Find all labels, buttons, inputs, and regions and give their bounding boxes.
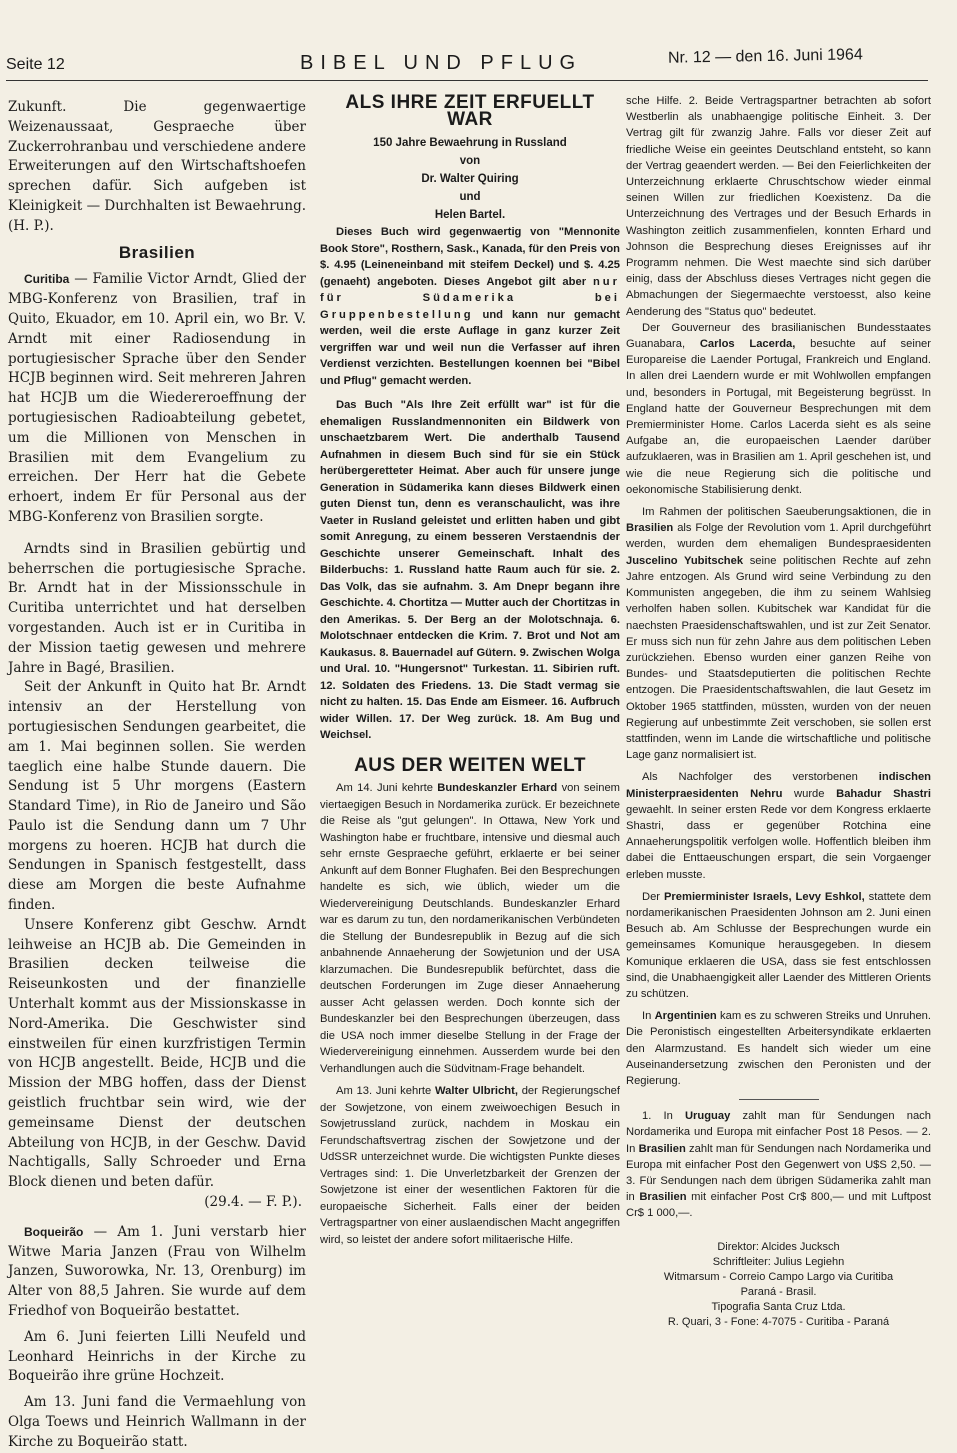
- book-author-1: Dr. Walter Quiring: [421, 173, 519, 185]
- column-3: [626, 93, 931, 1398]
- imprint: [626, 1240, 931, 1330]
- column-1: [8, 98, 306, 1450]
- dateline: (29.4. — F. P.).: [204, 1194, 302, 1211]
- place-curitiba: Curitiba: [24, 272, 70, 287]
- imprint-printer: Tipografia Santa Cruz Ltda.: [711, 1300, 846, 1313]
- shastri-paragraph: Als Nachfolger des verstorbenen indischen Ministerpraesidenten Nehru wurde Bahadur Shastri gewaehlt. In seiner ersten Rede vor dem Kongress erklaerte Shastri, dass er gegenüber Rotchina eine Annaeherungspolitik verfolgen wolle. Hoffentlich bleiben ihm dabei die Enttaeuschungen erspart, die sein Vorgaenger erleben musste.: [626, 771, 931, 881]
- section-heading-brasilien: Brasilien: [118, 242, 196, 262]
- erhard-paragraph: Am 14. Juni kehrte Bundeskanzler Erhard von seinem viertaegigen Besuch in Nordamerika zurück. Er bezeichnete die Reise als "gut gelungen". In Ottawa, New York und Washington habe er fruchtbare, intensive und diesmal auch sehr ernste Gespraeche geführt, erklaerte er bei seiner Ankunft auf dem Bonner Flughafen. Bei den Besprechungen handelte es sich, wie üblich, wieder um die Wiedervereinigung Deutschlands. Bundeskanzler Erhard war es darum zu tun, den nordamerikanischen Verbündeten die Stellung der Bundesrepublik in Bezug auf die sich anbahnende Annaeherung der Sowjetunion und der USA klarzumachen. Die Bundesrepublik befürchtet, dass die deutschen Forderungen im Zuge dieser Annaeherung ausser Acht gelassen werden. Doch konnte sich der Bundeskanzler bei den Besprechungen überzeugen, dass die USA noch immer dieselbe Stellung in der Frage der Wiedervereinigung einnehmen. Ausserdem wurde bei den Verhandlungen auch die Südvitnam-Frage behandelt.: [320, 782, 620, 1075]
- page-header: [0, 0, 957, 88]
- book-contents-paragraph: Das Buch "Als Ihre Zeit erfüllt war" ist für die ehemaligen Russlandmennoniten ein Bildwerk von unschaetzbarem Wert. Die anderthalb Tausend Aufnahmen in diesem Buch sind für sie ein Stück herübergeretteter Heimat. Aber auch für unsere junge Generation in Südamerika kann dieses Bildwerk einen guten Dienst tun, denn es veranschaulicht, was ihre Vaeter in Rusland geleistet und erlitten haben und gibt somit Anregung, zu einem besseren Verstaendnis der Geschichte unserer Gemeinschaft. Inhalt des Bilderbuchs: 1. Russland hatte Raum auch für sie. 2. Das Volk, das sie aufnahm. 3. Am Dnepr begann ihre Geschichte. 4. Chortitza — Mutter auch der Chortitzas in den Amerikas. 5. Der Berg an der Molotschnaja. 6. Molotschnaer entdecken die Krim. 7. Brot und Not am Kaukasus. 8. Bauernadel auf Gütern. 9. Zwischen Wolga und Ural. 10. "Hungersnot" Turkestan. 11. Sibirien ruft. 12. Soldaten des Friedens. 13. Die Stadt vermag sie nicht zu halten. 15. Das Ende am Eismeer. 16. Aufbruch wider Willen. 17. Der Weg zurück. 18. Am Bug und Weichsel.: [320, 399, 620, 741]
- header-rule: [6, 80, 928, 81]
- issue-date: Nr. 12 — den 16. Juni 1964: [667, 46, 863, 67]
- book-and: und: [459, 191, 481, 203]
- ulbricht-paragraph: Am 13. Juni kehrte Walter Ulbricht, der Regierungschef der Sowjetzone, von einem zweiwoechigen Besuch in Sowjetrussland zurück, nachdem in Moskau ein Ferundschaftsvertrag zischen der Sowjetzone und der UdSSR unterzeichnet wurde. Die wichtigsten Punkte dieses Vertrages sind: 1. Die Unverletzbarkeit der Grenzen der Sowjetzone ist einer der wesentlichen Faktoren für die europaeische Sicherheit. Falls einer der beiden Vertragspartner von einer auslaendischen Macht angegriffen wird, so leistet der andere sofort militaerische Hilfe.: [320, 1085, 620, 1246]
- book-heading: ALS IHRE ZEIT ERFUELLT WAR: [345, 92, 595, 130]
- section-heading-welt: AUS DER WEITEN WELT: [354, 754, 586, 776]
- column-2: [320, 93, 620, 1398]
- argentinien-paragraph: In Argentinien kam es zu schweren Streiks und Unruhen. Die Peronistisch eingestellten Arbeitersyndikate erklaerten den Alarmzustand. Es handelt sich wieder um eine Auseinandersetzung zwischen den Peronisten und der Regierung.: [626, 1010, 931, 1087]
- paragraph: Unsere Konferenz gibt Geschw. Arndt leihweise an HCJB ab. Die Gemeinden in Brasilien decken teilweise die Reiseunkosten und der finanzielle Unterhalt kommt aus der Missionskasse in Nord-Amerika. Die Geschwister sind einstweilen für einen kurzfristigen Termin von HCJB angestellt. Beide, HCJB und die Mission der MBG hoffen, dass der Dienst geistlich fruchtbar sein wird, wie der gemeinsame Dienst der deutschen Abteilung von HCJB, in der Geschw. David Nachtigalls, Sally Schroeder und Erna Block dienen und beten dafür.: [8, 916, 306, 1191]
- vertrag-paragraph: sche Hilfe. 2. Beide Vertragspartner betrachten ab sofort Westberlin als unabhaengige politische Einheit. 3. Der Vertrag gilt für zwanzig Jahre. Falls vor dieser Zeit auf friedliche Weise ein geeintes Deutschland entsteht, so kann der Vertrag geaendert werden. — Bei den Feierlichkeiten der Unterzeichnung erklaerte Chruschtschow wieder einmal seinen Willen zur friedlichen Koexistenz. Da die Unterzeichnung des Vertrages und der Besuch Erhards in Washington zeitlich zusammenfielen, konnten Erhard und Johnson die Besprechung dieses Ereignisses auf ihr Programm nehmen. Die West maechte sind sich darüber einig, dass der Abschluss dieses Vertrages nicht gegen die Abmachungen der Siegermaechte verstoesst, also keine Aenderung des "Status quo" bedeutet.: [626, 95, 931, 318]
- offer-emphasis: nur für Südamerika bei Gruppenbestellung: [320, 275, 620, 321]
- book-subtitle: 150 Jahre Bewaehrung in Russland: [373, 137, 567, 149]
- imprint-address: Witmarsum - Correio Campo Largo via Curitiba: [663, 1270, 894, 1283]
- page-number: Seite 12: [6, 56, 65, 73]
- intro-paragraph: Zukunft. Die gegenwaertige Weizenaussaat, Gespraeche über Zuckerrohranbau und verschiedene andere Erweiterungen auf den Wirtschaftshoefen sprechen dafür. Sich aufgeben ist Kleinigkeit — Durchhalten ist Bewaehrung. (H. P.).: [8, 99, 306, 234]
- boqueirao-paragraph: [8, 1223, 306, 1322]
- imprint-editor: Schriftleiter: Julius Legiehn: [712, 1255, 845, 1268]
- separator: [739, 1099, 819, 1100]
- imprint-state: Paraná - Brasil.: [740, 1285, 817, 1298]
- paragraph: Arndts sind in Brasilien gebürtig und beherrschen die portugiesische Sprache. Br. Arndt hat in der Missionsschule in Curitiba unterrichtet und hat derselben vorgestanden. Auch ist er in Curitiba in der Mission taetig gewesen und mehrere Jahre in Bagé, Brasilien.: [8, 540, 306, 676]
- eshkol-paragraph: Der Premierminister Israels, Levy Eshkol, stattete dem nordamerikanischen Praesidenten Johnson am 2. Juni einen Besuch ab. Am Schlusse der Besprechungen wurde ein gemeinsames Komunique herausgegeben. In diesem Komunique erklaeren die USA, dass sie fest entschlossen sind, die Unabhaengigkeit aller Laender des Mittleren Orients zu schützen.: [626, 890, 932, 1000]
- imprint-director: Direktor: Alcides Jucksch: [717, 1240, 840, 1253]
- boqueirao-text: — Am 1. Juni verstarb hier Witwe Maria Janzen (Frau von Wilhelm Janzen, Suworowka, Nr. 13, Orenburg) im Alter von 88,5 Jahren. Sie wurde auf dem Friedhof von Boqueirão bestattet.: [8, 1223, 306, 1320]
- book-by: von: [459, 155, 481, 167]
- postage-notice: 1. In Uruguay zahlt man für Sendungen nach Nordamerika und Europa mit einfacher Post 18 Pesos. — 2. In Brasilien zahlt man für Sendungen nach Nordamerika und Europa mit einfacher Post den Gegenwert von U$S 2,50. — 3. Für Sendungen nach dem übrigen Südamerika zahlt man in Brasilien mit einfacher Post Cr$ 800,— und mit Luftpost Cr$ 1 000,—.: [626, 1110, 932, 1220]
- paragraph: Seit der Ankunft in Quito hat Br. Arndt intensiv an der Herstellung von portugiesischen Sendungen gearbeitet, die am 1. Mai beginnen sollen. Sie werden taeglich eine halbe Stunde dauern. Die Sendung ist 5 Uhr morgens (Eastern Standard Time), in Rio de Janeiro und São Paulo ist die Sendung dann um 7 Uhr morgens zu hoeren. HCJB hat durch die Sendungen in Spanisch festgestellt, dass diese am Morgen die beste Aufnahme finden.: [8, 679, 306, 914]
- curitiba-text: — Familie Victor Arndt, Glied der MBG-Konferenz von Brasilien, traf in Quito, Ekuador, em 10. April ein, wo Br. V. Arndt mit einer Radiosendung in portugiesischer Sprache über den Sender HCJB beginnen wird. Seit mehreren Jahren hat HCJB um die Wiedereroeffnung der portugiesischen Radioabteilung gebetet, um die Millionen von Menschen in Brasilien mit dem Evangelium zu erreichen. Der Herr hat die Gebete erhoert, indem Er für Personal aus der MBG-Konferenz von Brasilien sorgte.: [8, 271, 306, 525]
- paragraph: Am 13. Juni fand die Vermaehlung von Olga Toews und Heinrich Wallmann in der Kirche zu Boqueirão statt.: [8, 1394, 306, 1450]
- publication-title: BIBEL UND PFLUG: [300, 52, 583, 74]
- imprint-printer-address: R. Quari, 3 - Fone: 4-7075 - Curitiba - Paraná: [667, 1315, 890, 1328]
- place-boqueirao: Boqueirão: [24, 1224, 84, 1239]
- lacerda-paragraph: Der Gouverneur des brasilianischen Bundesstaates Guanabara, Carlos Lacerda, besuchte auf seiner Europareise die Laender Portugal, Frankreich und England. In allen drei Laendern wurde er mit Wohlwollen empfangen und, besonders in Portugal, mit Begeisterung begrüsst. In England hatte der Gouverneur Besprechungen mit dem Premierminister Home. Carlos Lacerda sieht es als seine Aufgabe an, die europaeischen Laender darüber aufzuklaeren, was in Brasilien am 1. April geschehen ist, und wie die neue Regierung sich die politische und oekonomische Stabilisierung denkt.: [626, 321, 932, 496]
- paragraph: Am 6. Juni feierten Lilli Neufeld und Leonhard Heinrichs in der Kirche zu Boqueirão ihre grüne Hochzeit.: [8, 1328, 306, 1385]
- book-offer-paragraph: Dieses Buch wird gegenwaertig von "Mennonite Book Store", Rosthern, Sask., Kanada, für den Preis von $. 4.95 (Leineneinband mit steifem Deckel) und $. 4.25 (genaeht) angeboten. Dieses Angebot gilt aber nur für Südamerika bei Gruppenbestellung und kann nur gemacht werden, weil die erste Auflage in ganz kurzer Zeit vergriffen war und weil nun die Verfasser auf ihren Verdienst verzichten. Bestellungen koennen bei "Bibel und Pflug" gemacht werden.: [320, 226, 621, 387]
- kubitschek-paragraph: Im Rahmen der politischen Saeuberungsaktionen, die in Brasilien als Folge der Revolution vom 1. April durchgeführt werden, wurden dem ehemaligen Bundespraesidenten Juscelino Yubitschek seine politischen Rechte auf zehn Jahre entzogen. Als Grund wird seine Verbindung zu den Kommunisten angegeben, die ihm zu seinem Wahlsieg verholfen haben sollen. Kubitschek war Kandidat für die naechsten Praesidenschaftswahlen, und ist zur Zeit Senator. Er muss sich nun für zehn Jahre aus dem politischen Leben zurückziehen. Ebenso wurden einer ganzen Reihe von Bundes- und Staatsdeputierten die politischen Rechte entzogen. Die Praesidentschaftswahlen, die laut Gesetz im Oktober 1965 stattfinden, müssten, wurden von der neuen Regierung auf unbestimmte Zeit verschoben, sie sollen erst stattfinden, wenn im Lande die wirtschaftliche und politische Lage ganz normalisiert ist.: [626, 506, 931, 762]
- curitiba-paragraph: [8, 270, 306, 527]
- book-author-2: Helen Bartel.: [434, 209, 506, 221]
